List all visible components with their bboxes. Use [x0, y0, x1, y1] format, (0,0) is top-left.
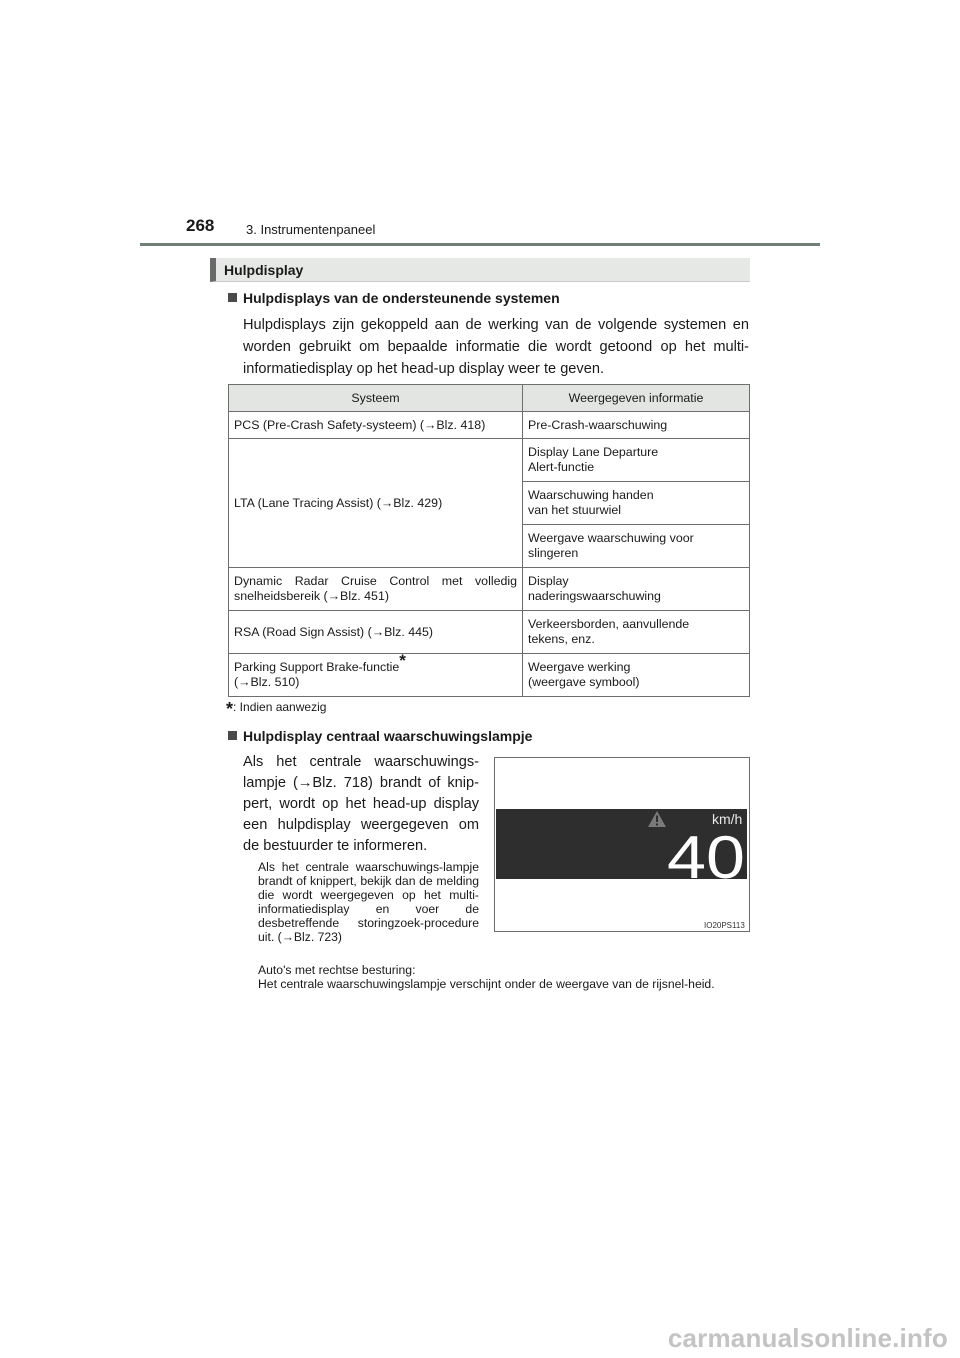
subsection-heading: Hulpdisplays van de ondersteunende systemen: [228, 290, 560, 306]
hud-graphic: [496, 809, 747, 879]
chapter-title: 3. Instrumentenpaneel: [246, 222, 376, 237]
warning-paragraph: Als het centrale waarschuwings-lampje (→Blz. 718) brandt of knip-pert, wordt op het head-up display een hulpdisplay weergegeven om de bestuurder te informeren.: [243, 754, 479, 854]
table-row: [229, 439, 750, 482]
table-cell: Weergave waarschuwing voor slingeren: [523, 525, 750, 568]
section-title: Hulpdisplay: [224, 262, 304, 278]
speed-unit: km/h: [712, 811, 743, 827]
intro-paragraph: Hulpdisplays zijn gekoppeld aan de werking van de volgende systemen en worden gebruikt om bepaalde informatie die wordt getoond op het multi-informatiedisplay op het head-up display weer te geven.: [243, 317, 749, 377]
column-header: Weergegeven informatie: [523, 385, 750, 412]
table-cell: Display naderingswaarschuwing: [523, 568, 750, 611]
rhd-note: Auto's met rechtse besturing: Het centrale waarschuwingslampje verschijnt onder de weergave van de rijsnel-heid.: [258, 963, 715, 991]
table-cell: Parking Support Brake-functie* (→Blz. 510): [229, 654, 523, 697]
footnote: *: Indien aanwezig: [226, 699, 327, 719]
watermark: carmanualsonline.info: [667, 1323, 948, 1353]
note-paragraph: Als het centrale waarschuwings-lampje brandt of knippert, bekijk dan de melding die wordt weergegeven op het multi-informatiedisplay en voer de desbetreffende storingzoek-procedure uit. (→Blz. 723): [258, 860, 479, 944]
subsection-heading: Hulpdisplay centraal waarschuwingslampje: [228, 728, 532, 744]
table-header-row: [229, 385, 750, 412]
table-cell: Display Lane Departure Alert-functie: [523, 439, 750, 482]
table-row: [229, 611, 750, 654]
square-bullet-icon: [228, 293, 237, 302]
table-row: [229, 654, 750, 697]
table-row: [229, 568, 750, 611]
table-cell: Weergave werking (weergave symbool): [523, 654, 750, 697]
figure-id: IO20PS113: [704, 921, 745, 930]
column-header: Systeem: [229, 385, 523, 412]
table-cell: Pre-Crash-waarschuwing: [523, 412, 750, 439]
speed-value: 40: [667, 824, 745, 879]
table-cell: Waarschuwing handen van het stuurwiel: [523, 482, 750, 525]
square-bullet-icon: [228, 731, 237, 740]
table-cell: LTA (Lane Tracing Assist) (→Blz. 429): [229, 439, 523, 568]
footnote-marker: *: [399, 650, 406, 670]
table-cell: Verkeersborden, aanvullende tekens, enz.: [523, 611, 750, 654]
systems-table: [228, 384, 750, 697]
page-number: 268: [186, 216, 215, 235]
table-cell: RSA (Road Sign Assist) (→Blz. 445): [229, 611, 523, 654]
warning-triangle-icon: [648, 811, 666, 827]
table-cell: Dynamic Radar Cruise Control met volledig snelheidsbereik (→Blz. 451): [229, 568, 523, 611]
hud-display: [496, 809, 747, 879]
header-rule: [140, 243, 820, 246]
table-cell: PCS (Pre-Crash Safety-systeem) (→Blz. 418): [229, 412, 523, 439]
table-row: [229, 412, 750, 439]
